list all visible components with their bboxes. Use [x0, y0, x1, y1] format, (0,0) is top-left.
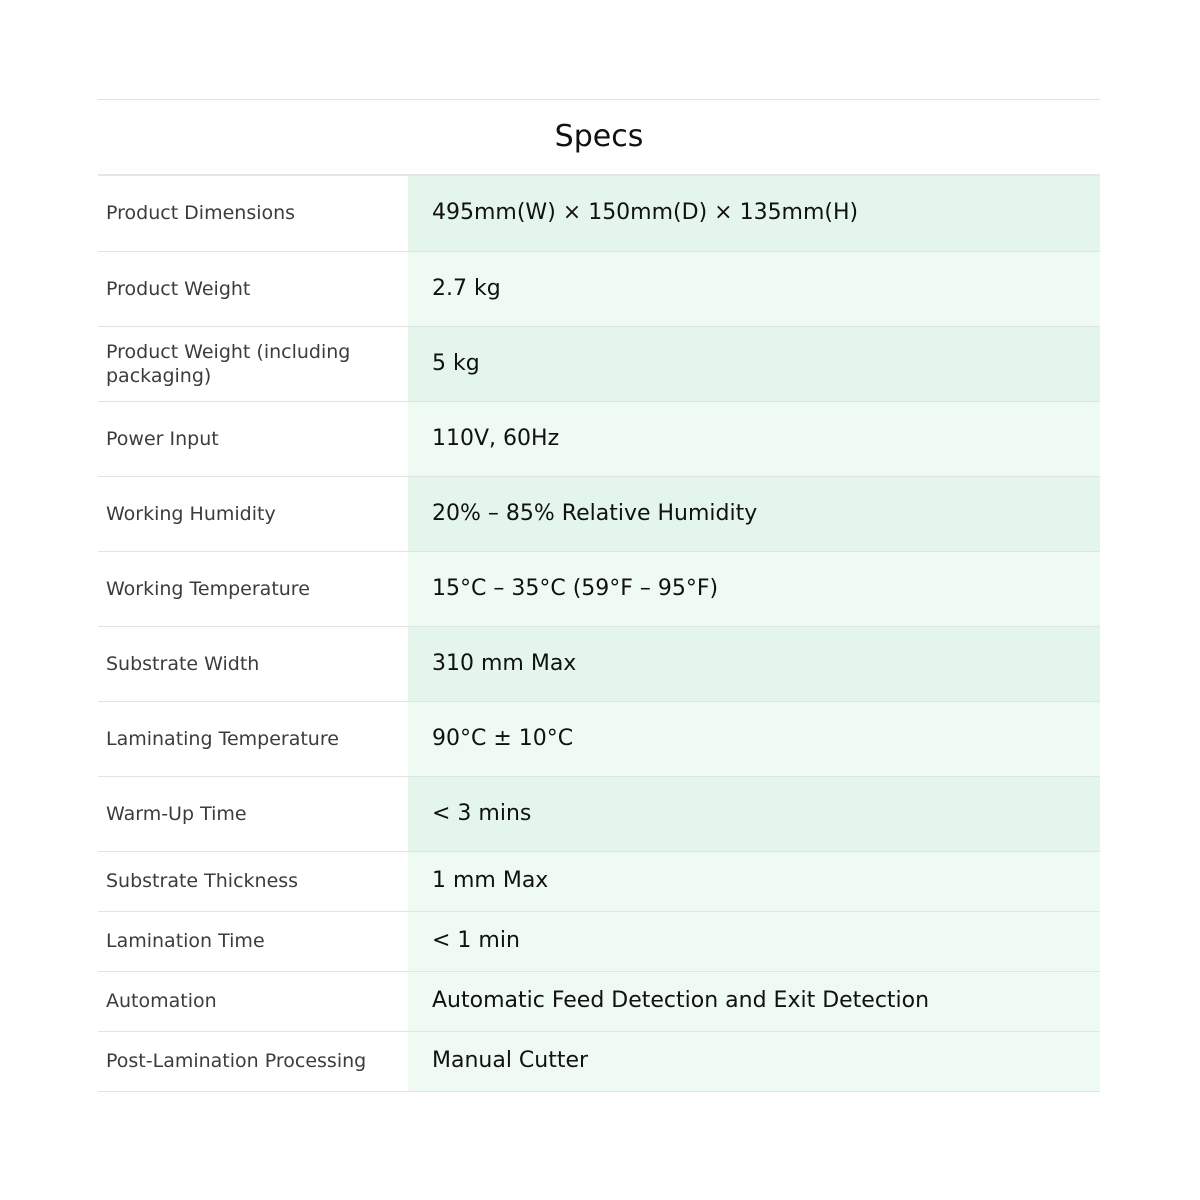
- spec-label: Laminating Temperature: [98, 701, 408, 776]
- table-row: [98, 851, 1100, 911]
- spec-value: 310 mm Max: [408, 626, 1100, 701]
- spec-label: Product Weight: [98, 251, 408, 326]
- specs-title: Specs: [98, 100, 1100, 176]
- spec-label: Product Weight (including packaging): [98, 326, 408, 401]
- spec-value: 495mm(W) × 150mm(D) × 135mm(H): [408, 176, 1100, 251]
- spec-label: Power Input: [98, 401, 408, 476]
- spec-label: Product Dimensions: [98, 176, 408, 251]
- spec-value: 110V, 60Hz: [408, 401, 1100, 476]
- table-row: [98, 911, 1100, 971]
- spec-label: Lamination Time: [98, 911, 408, 971]
- table-row: [98, 401, 1100, 476]
- table-row: [98, 326, 1100, 401]
- spec-label: Substrate Thickness: [98, 851, 408, 911]
- spec-label: Post-Lamination Processing: [98, 1031, 408, 1091]
- table-row: [98, 776, 1100, 851]
- spec-label: Warm-Up Time: [98, 776, 408, 851]
- spec-value: Automatic Feed Detection and Exit Detection: [408, 971, 1100, 1031]
- spec-label: Working Humidity: [98, 476, 408, 551]
- spec-label: Automation: [98, 971, 408, 1031]
- spec-value: 5 kg: [408, 326, 1100, 401]
- spec-value: 90°C ± 10°C: [408, 701, 1100, 776]
- spec-value: Manual Cutter: [408, 1031, 1100, 1091]
- table-row: [98, 551, 1100, 626]
- table-row: [98, 971, 1100, 1031]
- spec-value: < 3 mins: [408, 776, 1100, 851]
- specs-section: [98, 99, 1100, 1092]
- table-row: [98, 701, 1100, 776]
- table-row: [98, 626, 1100, 701]
- table-row: [98, 251, 1100, 326]
- spec-value: 20% – 85% Relative Humidity: [408, 476, 1100, 551]
- table-row: [98, 476, 1100, 551]
- specs-table: [98, 176, 1100, 1092]
- spec-value: 1 mm Max: [408, 851, 1100, 911]
- spec-value: 15°C – 35°C (59°F – 95°F): [408, 551, 1100, 626]
- spec-label: Working Temperature: [98, 551, 408, 626]
- spec-value: < 1 min: [408, 911, 1100, 971]
- table-row: [98, 176, 1100, 251]
- spec-value: 2.7 kg: [408, 251, 1100, 326]
- table-row: [98, 1031, 1100, 1091]
- spec-label: Substrate Width: [98, 626, 408, 701]
